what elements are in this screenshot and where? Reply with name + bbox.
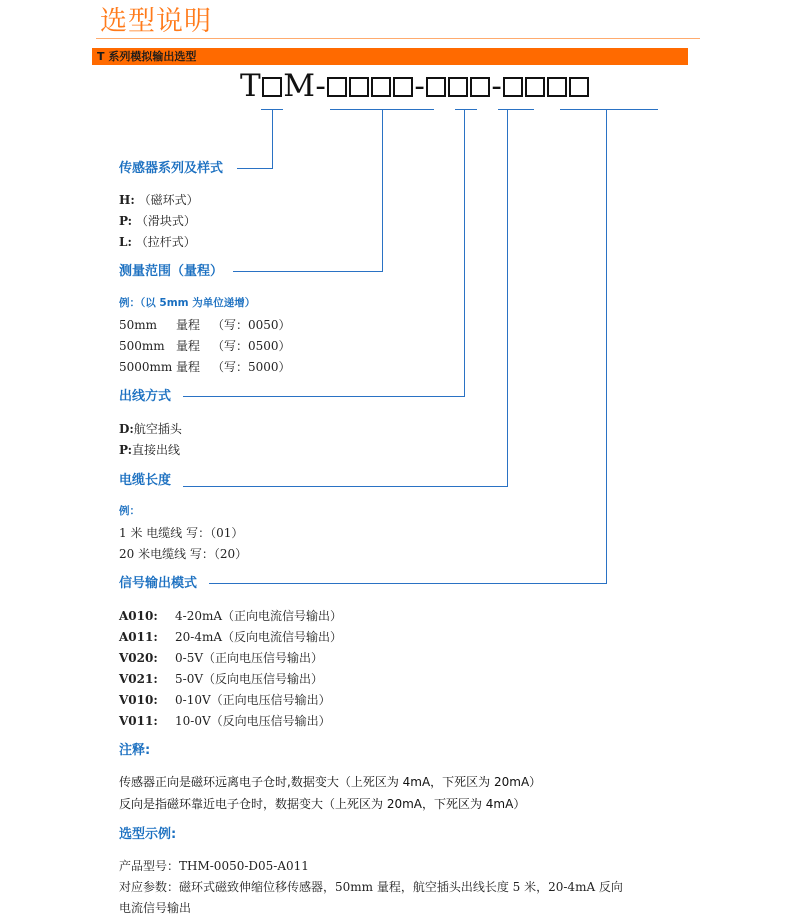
signal-item: V021: 5-0V（反向电压信号输出） (119, 672, 323, 686)
code-box (569, 77, 589, 97)
example-params: 对应参数：磁环式磁致伸缩位移传感器，50mm 量程，航空插头出线长度 5 米，20-4mA 反向 (119, 880, 623, 894)
code-box (503, 77, 523, 97)
signal-item: V010: 0-10V（正向电压信号输出） (119, 693, 331, 707)
page-title: 选型说明 (100, 6, 212, 37)
code-box (525, 77, 545, 97)
series-item: P: （滑块式） (119, 214, 196, 228)
model-sep: - (491, 68, 503, 104)
signal-item: A011: 20-4mA（反向电流信号输出） (119, 630, 343, 644)
connector-line (272, 109, 273, 168)
model-code (240, 66, 590, 106)
code-box (426, 77, 446, 97)
example-title: 选型示例: (119, 827, 177, 842)
code-box (470, 77, 490, 97)
cable-title: 电缆长度 (119, 473, 172, 488)
connector-line (606, 109, 607, 583)
signal-item: A010: 4-20mA（正向电流信号输出） (119, 609, 343, 623)
code-box (393, 77, 413, 97)
code-underline (498, 109, 534, 110)
code-box (371, 77, 391, 97)
connector-line (183, 396, 465, 397)
code-box (448, 77, 468, 97)
cable-row: 1 米 电缆线 写：（01） (119, 526, 244, 540)
series-item: H: （磁环式） (119, 193, 199, 207)
model-mid: M- (283, 68, 327, 104)
note-title: 注释: (119, 743, 151, 758)
outlet-title: 出线方式 (119, 389, 172, 404)
range-row: 50mm 量程 （写：0050） (119, 318, 291, 332)
range-title: 测量范围（量程） (119, 264, 224, 279)
cable-example-label: 例： (119, 505, 140, 517)
signal-item: V011: 10-0V（反向电压信号输出） (119, 714, 331, 728)
range-example-label: 例：（以 5mm 为单位递增） (119, 297, 256, 309)
connector-line (507, 109, 508, 486)
code-box (327, 77, 347, 97)
code-box (349, 77, 369, 97)
series-item: L: （拉杆式） (119, 235, 196, 249)
signal-title: 信号输出模式 (119, 576, 198, 591)
code-underline (560, 109, 658, 110)
title-divider (96, 38, 700, 39)
example-params-cont: 电流信号输出 (119, 901, 192, 915)
cable-row: 20 米电缆线 写：（20） (119, 547, 248, 561)
note-line: 反向是指磁环靠近电子仓时，数据变大（上死区为 20mA，下死区为 4mA） (119, 797, 526, 811)
outlet-item: D:航空插头 (119, 422, 182, 436)
model-sep: - (414, 68, 426, 104)
code-underline (455, 109, 477, 110)
banner-label: T 系列模拟输出选型 (97, 50, 197, 63)
connector-line (237, 168, 273, 169)
code-box (547, 77, 567, 97)
example-model: 产品型号：THM-0050-D05-A011 (119, 859, 309, 873)
code-box (262, 77, 282, 97)
connector-line (183, 486, 508, 487)
connector-line (464, 109, 465, 396)
connector-line (382, 109, 383, 271)
signal-item: V020: 0-5V（正向电压信号输出） (119, 651, 323, 665)
connector-line (233, 271, 383, 272)
note-line: 传感器正向是磁环远离电子仓时,数据变大（上死区为 4mA，下死区为 20mA） (119, 775, 542, 789)
series-title: 传感器系列及样式 (119, 161, 224, 176)
connector-line (209, 583, 607, 584)
model-prefix: T (240, 68, 262, 104)
range-row: 500mm 量程 （写：0500） (119, 339, 291, 353)
outlet-item: P:直接出线 (119, 443, 181, 457)
range-row: 5000mm 量程 （写：5000） (119, 360, 291, 374)
